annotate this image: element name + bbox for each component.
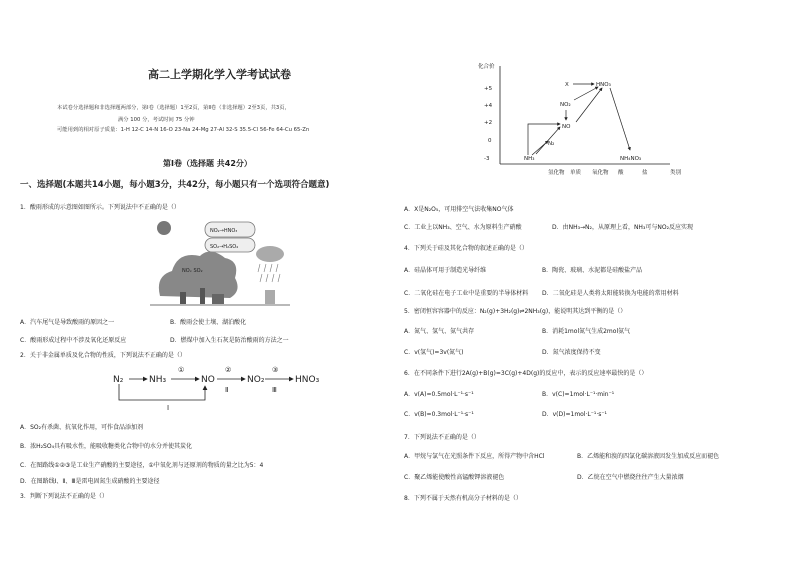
flow-roman-3: Ⅲ	[272, 386, 277, 394]
q3-option-c: C．工业上以NH₃、空气、水为原料生产硝酸	[404, 224, 522, 231]
q6-option-a: A．v(A)=0.5mol·L⁻¹·s⁻¹	[404, 391, 474, 398]
ytick-4: +4	[484, 103, 493, 109]
page-title: 高二上学期化学入学考试试卷	[148, 68, 291, 81]
q4-option-c: C．二氧化硅在电子工业中是重要的半导体材料	[404, 290, 529, 297]
q6-stem: 6．在不同条件下进行2A(g)+B(g)=3C(g)+4D(g)的反应中，表示的反应速率最快的是（）	[404, 370, 648, 377]
q4-option-d: D．二氧化硅是人类将太阳能转换为电能的常用材料	[542, 290, 679, 297]
q4-option-a: A．硅晶体可用于制造光导纤维	[404, 267, 487, 274]
flow-step-2: ②	[225, 366, 232, 374]
fig-label-1: NO₂→HNO₃	[210, 228, 238, 234]
q7-option-c: C．聚乙烯能使酸性高锰酸钾溶液褪色	[404, 474, 505, 481]
q2-option-b: B．浓H₂SO₄具有吸水性，能吸收糖类化合物中的水分并使其炭化	[20, 443, 192, 450]
q7-stem: 7．下列说法不正确的是（）	[404, 434, 480, 441]
node-no: NO	[562, 124, 571, 130]
q5-option-c: C．v(氢气)=3v(氮气)	[404, 349, 464, 356]
q1-option-c: C．酸雨形成过程中不涉及氧化还原反应	[20, 337, 127, 344]
q3-option-a: A．X是N₂O₅，可用排空气法收集NO气体	[404, 206, 514, 213]
flow-nh3: NH₃	[149, 375, 167, 385]
cat-element: 单质	[570, 170, 582, 176]
flow-hno3: HNO₃	[295, 375, 320, 385]
intro-line-3: 可能用到的相对原子质量：1-H 12-C 14-N 16-O 23-Na 24-Mg 27-Al 32-S 35.5-Cl 56-Fe 64-Cu 65-Zn	[57, 127, 310, 133]
smoke-cloud	[159, 251, 238, 298]
node-no2: NO₂	[560, 102, 571, 108]
node-nh3: NH₃	[524, 156, 535, 162]
node-x: X	[565, 82, 569, 88]
q7-option-a: A．甲烷与氯气在光照条件下反应，所得产物中含HCl	[404, 453, 545, 460]
factory-icon	[180, 292, 186, 304]
acid-rain-figure	[150, 216, 290, 308]
q7-option-b: B．乙烯能和溴的四氯化碳溶液因发生加成反应而褪色	[577, 453, 720, 460]
nitrogen-flow-diagram	[105, 362, 335, 412]
flow-step-1: ①	[178, 366, 185, 374]
intro-line-2: 满分 100 分，考试时间 75 分钟	[118, 117, 195, 123]
sun-icon	[157, 221, 171, 235]
q1-option-b: B．酸雨会使土壤、湖泊酸化	[170, 319, 247, 326]
q2-option-d: D．在图路线Ⅰ、Ⅱ、Ⅲ是雷电固氮生成硝酸的主要途径	[20, 478, 160, 485]
fig-label-2: SO₂→H₂SO₄	[210, 244, 239, 250]
q2-stem: 2．关于非金属单质及化合物的性质，下列说法不正确的是（）	[20, 352, 186, 359]
q7-option-d: D．乙烷在空气中燃烧往往产生大量浓烟	[577, 474, 684, 481]
q6-option-b: B．v(C)=1mol·L⁻¹·min⁻¹	[542, 391, 615, 398]
flow-no: NO	[201, 375, 215, 385]
node-hno3: HNO₃	[596, 82, 611, 88]
ytick-neg3: -3	[484, 156, 490, 162]
q1-stem: 1．酸雨形成的示意图如图所示。下列说法中不正确的是（）	[20, 204, 180, 211]
q5-option-b: B．消耗1mol氮气生成2mol氨气	[542, 328, 631, 335]
q8-stem: 8．下列不属于天然有机高分子材料的是（）	[404, 495, 522, 502]
fig-label-3: NOₓ SO₂	[182, 268, 203, 274]
q5-stem: 5．密闭恒容容器中的反应：N₂(g)+3H₂(g)⇌2NH₃(g)，能说明其达到平衡的是（）	[404, 308, 627, 315]
flow-n2: N₂	[113, 375, 124, 385]
flow-roman-1: Ⅰ	[167, 404, 170, 412]
part1-title: 第Ⅰ卷（选择题 共42分）	[163, 159, 252, 168]
cat-salt: 盐	[642, 170, 648, 176]
rain-icon	[258, 264, 280, 282]
rain-cloud	[256, 246, 284, 262]
q5-option-d: D．氮气浓度保持不变	[542, 349, 601, 356]
chart-xlabel: 类别	[670, 170, 682, 176]
chart-ylabel: 化合价	[478, 64, 495, 70]
nitrogen-valence-chart	[470, 62, 700, 197]
q3-stem: 3．判断下列说法不正确的是（）	[20, 493, 108, 500]
cat-hydride: 氢化物	[548, 170, 565, 176]
cat-oxide: 氧化物	[592, 170, 609, 176]
intro-line-1: 本试卷分选择题和非选择题两部分，第Ⅰ卷（选择题）1至2页，第Ⅱ卷（非选择题）2至3页，共3页，	[57, 105, 290, 111]
ytick-5: +5	[484, 86, 493, 92]
flow-roman-2: Ⅱ	[225, 386, 229, 394]
q6-option-c: C．v(B)=0.3mol·L⁻¹·s⁻¹	[404, 411, 474, 418]
node-n2: N₂	[548, 141, 555, 147]
node-nh4no3: NH₄NO₃	[620, 156, 642, 162]
q5-option-a: A．氮气、氢气、氨气共存	[404, 328, 475, 335]
flow-no2: NO₂	[247, 375, 265, 385]
q1-option-d: D．燃煤中加入生石灰是防治酸雨的方法之一	[170, 337, 289, 344]
section1-title: 一、选择题(本题共14小题，每小题3分，共42分，每小题只有一个选项符合题意)	[20, 180, 330, 190]
q6-option-d: D．v(D)=1mol·L⁻¹·s⁻¹	[542, 411, 607, 418]
cat-acid: 酸	[618, 170, 624, 176]
ytick-2: +2	[484, 120, 493, 126]
q4-option-b: B．陶瓷、玻璃、水泥都是硅酸盐产品	[542, 267, 643, 274]
q4-stem: 4．下列关于硅及其化合物的叙述正确的是（）	[404, 245, 528, 252]
ytick-0: 0	[488, 138, 492, 144]
q2-option-c: C．在图路线①②③是工业生产硝酸的主要途径，①中氧化剂与还原剂的物质的量之比为5：4	[20, 462, 264, 469]
q3-option-d: D．由NH₃→N₂，从原理上看，NH₃可与NO₂反应实现	[552, 224, 693, 231]
flow-step-3: ③	[272, 366, 279, 374]
q1-option-a: A．汽车尾气是导致酸雨的原因之一	[20, 319, 115, 326]
q2-option-a: A．SO₂有杀菌、抗氧化作用，可作食品添加剂	[20, 424, 144, 431]
